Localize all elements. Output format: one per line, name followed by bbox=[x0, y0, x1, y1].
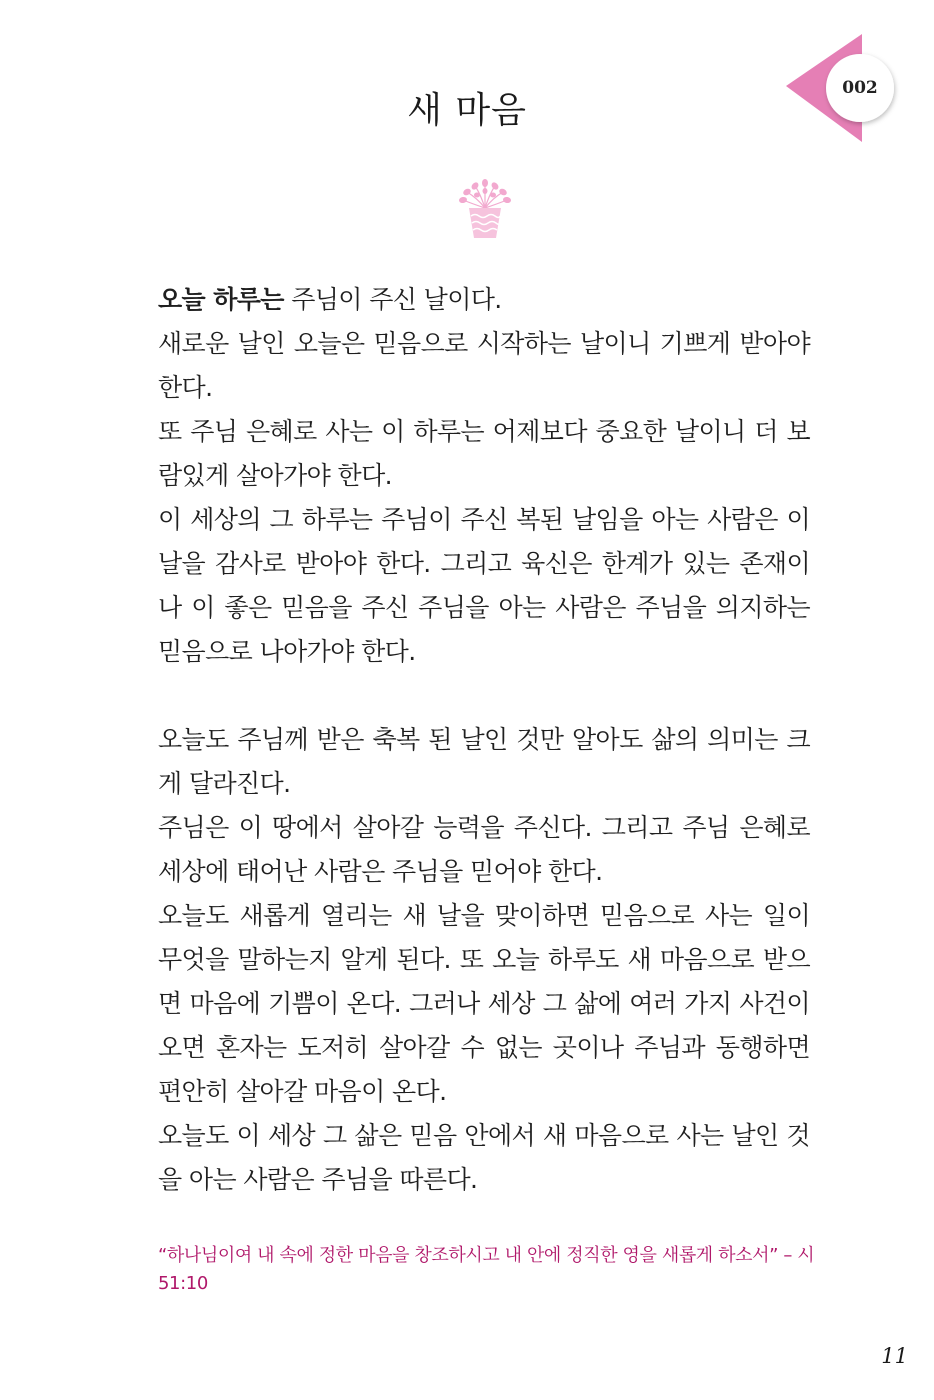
page-title: 새 마음 bbox=[407, 90, 527, 131]
paragraph-2-line-4: 오늘도 이 세상 그 삶은 믿음 안에서 새 마음으로 사는 날인 것을 아는 사람은 주님을 따른다. bbox=[158, 1121, 810, 1194]
lead-bold-phrase: 오늘 하루는 bbox=[158, 285, 284, 314]
paragraph-2-line-3: 오늘도 새롭게 열리는 새 날을 맞이하면 믿음으로 사는 일이 무엇을 말하는지 알게 된다. 또 오늘 하루도 새 마음으로 받으면 마음에 기쁨이 온다. 그러나 세상 그 삶에 여러 가지 사건이 오면 혼자는 도저히 살아갈 수 없는 곳이나 주님과 동행하면 편안히 살아갈 마음이 온다. bbox=[158, 901, 810, 1106]
paragraph-2-line-1: 오늘도 주님께 받은 축복 된 날인 것만 알아도 삶의 의미는 크게 달라진다. bbox=[158, 725, 810, 798]
lead-rest: 주님이 주신 날이다. bbox=[283, 285, 502, 314]
paragraph-1-line-1: 새로운 날인 오늘은 믿음으로 시작하는 날이니 기쁘게 받아야 한다. bbox=[158, 329, 810, 402]
page-number: 11 bbox=[881, 1344, 908, 1368]
flower-pot-icon bbox=[455, 178, 515, 240]
paragraph-2-line-2: 주님은 이 땅에서 살아갈 능력을 주신다. 그리고 주님 은혜로 세상에 태어난 사람은 주님을 믿어야 한다. bbox=[158, 813, 810, 886]
scripture-quote: “하나님이여 내 속에 정한 마음을 창조하시고 내 안에 정직한 영을 새롭게 하소서” – 시 51:10 bbox=[158, 1245, 815, 1294]
devotional-body bbox=[158, 278, 810, 1202]
paragraph-1-line-3: 이 세상의 그 하루는 주님이 주신 복된 날임을 아는 사람은 이 날을 감사로 받아야 한다. 그리고 육신은 한계가 있는 존재이나 이 좋은 믿음을 주신 주님을 아는 사람은 주님을 의지하는 믿음으로 나아가야 한다. bbox=[158, 505, 810, 666]
paragraph-gap bbox=[158, 674, 810, 718]
entry-number: 002 bbox=[842, 78, 878, 98]
paragraph-1-line-2: 또 주님 은혜로 사는 이 하루는 어제보다 중요한 날이니 더 보람있게 살아가야 한다. bbox=[158, 417, 810, 490]
lead-line bbox=[158, 278, 810, 322]
